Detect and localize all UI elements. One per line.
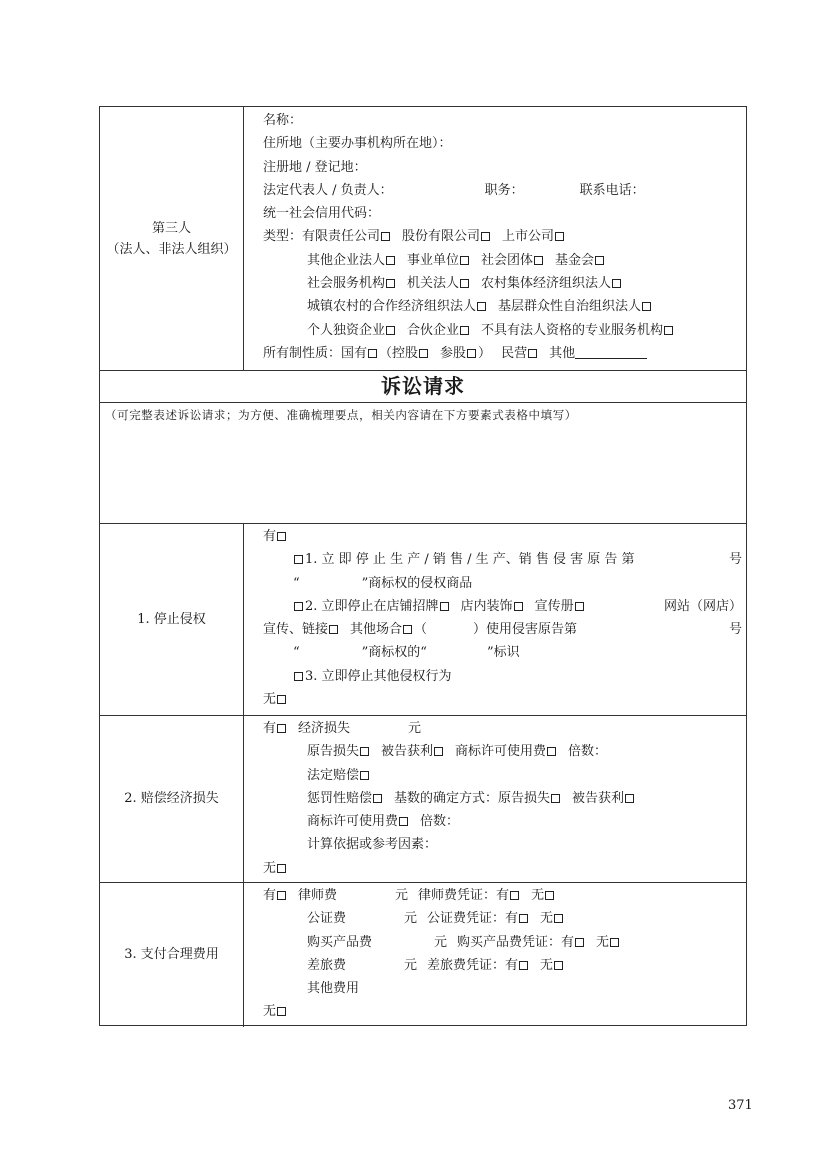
stop-no (263, 688, 742, 711)
stop-item-2-cont (263, 618, 742, 641)
third-party-label-title: 第三人 (151, 220, 191, 236)
checkbox[interactable] (329, 625, 338, 634)
checkbox[interactable] (519, 914, 528, 923)
type-option: 上市公司 (502, 229, 555, 245)
evidence-label: 购买产品费凭证：有 (457, 934, 575, 950)
checkbox[interactable] (554, 961, 563, 970)
checkbox[interactable] (642, 302, 651, 311)
yes-label: 有 (263, 529, 277, 544)
yuan-label: 元 (404, 957, 418, 973)
damages-punitive (263, 787, 740, 810)
stop-option: 宣传册 (534, 598, 574, 614)
yuan-label: 元 (408, 721, 422, 736)
checkbox[interactable] (534, 256, 543, 265)
checkbox[interactable] (294, 672, 303, 681)
representative-row (263, 179, 740, 202)
type-option: 城镇农村的合作经济组织法人 (307, 299, 477, 315)
registered-field[interactable]: 注册地 / 登记地： (263, 159, 367, 175)
checkbox[interactable] (547, 747, 556, 756)
stop-item-1-text: 1. 立 即 停 止 生 产 / 销 售 / 生 产、销 售 侵 害 原 告 第 (305, 552, 635, 568)
checkbox[interactable] (545, 891, 554, 900)
damages-yes (263, 717, 740, 740)
damage-option: 原告损失 (307, 744, 360, 760)
damage-option: 法定赔偿 (307, 767, 360, 783)
claims-title: 诉讼请求 (381, 374, 465, 398)
type-label: 类型： (263, 229, 303, 245)
expense-label: 购买产品费 (307, 934, 373, 950)
no-label: 无 (263, 1004, 277, 1020)
checkbox[interactable] (386, 326, 395, 335)
damages-label: 2. 赔偿经济损失 (124, 791, 219, 806)
checkbox[interactable] (460, 256, 469, 265)
checkbox[interactable] (625, 794, 634, 803)
expenses-no (263, 1000, 740, 1023)
no-label: 无 (263, 692, 277, 708)
no-label: 无 (540, 957, 554, 973)
no-label: 无 (531, 888, 545, 903)
damages-fields (263, 717, 740, 880)
claims-note: （可完整表述诉讼请求；为方便、准确梳理要点，相关内容请在下方要素式表格中填写） (105, 408, 577, 422)
checkbox[interactable] (434, 747, 443, 756)
stop-option: 其他场合 (350, 622, 403, 638)
phone-field[interactable]: 联系电话： (579, 182, 645, 198)
damages-statutory (263, 764, 740, 787)
type-option: 合伙企业 (407, 322, 460, 338)
checkbox[interactable] (294, 602, 303, 611)
stop-item-2 (263, 595, 742, 618)
yuan-label: 元 (404, 911, 418, 927)
checkbox[interactable] (373, 794, 382, 803)
checkbox[interactable] (294, 555, 303, 564)
paren: （ (414, 622, 428, 638)
checkbox[interactable] (381, 232, 390, 241)
expense-label: 公证费 (307, 911, 347, 927)
damages-row-2 (263, 740, 740, 763)
type-option: 社会服务机构 (307, 276, 386, 292)
checkbox[interactable] (551, 794, 560, 803)
representative-field[interactable]: 法定代表人 / 负责人： (263, 182, 393, 198)
damages-no (263, 857, 740, 880)
stop-item-1-cont-text: ”商标权的侵权商品 (361, 575, 473, 591)
damage-option: 被告获利 (381, 744, 434, 760)
damage-option: 商标许可使用费 (455, 744, 547, 760)
checkbox[interactable] (510, 891, 519, 900)
address-field[interactable]: 住所地（主要办事机构所在地）： (263, 136, 452, 152)
damage-option: 被告获利 (572, 790, 625, 806)
stop-item-1-suffix: 号 (728, 552, 742, 568)
type-option: 机关法人 (407, 276, 460, 292)
no-label: 无 (263, 860, 277, 876)
name-field[interactable]: 名称： (263, 113, 303, 128)
base-method-label: 基数的确定方式：原告损失 (394, 790, 551, 806)
ownership-option: 其他 (549, 345, 576, 361)
expense-product (263, 931, 740, 954)
evidence-label: 公证费凭证：有 (427, 911, 519, 927)
stop-fields (263, 525, 742, 711)
ownership-row (263, 342, 740, 365)
quote-open: “ (293, 575, 300, 591)
expense-lawyer (263, 884, 740, 907)
stop-item-1 (263, 548, 742, 571)
type-option: 其他企业法人 (307, 252, 386, 268)
expense-other[interactable]: 其他费用 (307, 981, 360, 997)
checkbox[interactable] (399, 817, 408, 826)
checkbox[interactable] (360, 771, 369, 780)
stop-item-2-cont-text: ）使用侵害原告第 (473, 622, 578, 638)
checkbox[interactable] (460, 326, 469, 335)
stop-yes (263, 525, 742, 548)
checkbox[interactable] (277, 695, 286, 704)
checkbox[interactable] (460, 279, 469, 288)
type-row-5 (263, 319, 740, 342)
type-option: 个人独资企业 (307, 322, 386, 338)
expense-label: 差旅费 (307, 957, 347, 973)
multiple-label: 倍数： (420, 814, 460, 830)
checkbox[interactable] (554, 914, 563, 923)
type-option: 事业单位 (407, 252, 460, 268)
type-option: 不具有法人资格的专业服务机构 (481, 322, 664, 338)
checkbox[interactable] (612, 279, 621, 288)
checkbox[interactable] (514, 602, 523, 611)
no-label: 无 (540, 911, 554, 927)
stop-item-3 (263, 665, 742, 688)
stop-item-2-cont-2 (263, 641, 742, 664)
page-number: 371 (728, 1098, 753, 1113)
type-option: 有限责任公司 (302, 229, 381, 245)
checkbox[interactable] (277, 724, 286, 733)
row-divider (100, 402, 746, 403)
ownership-option: 民营 (501, 345, 528, 361)
checkbox[interactable] (277, 864, 286, 873)
type-row-4 (263, 295, 740, 318)
expenses-label: 3. 支付合理费用 (124, 947, 219, 962)
stop-label: 1. 停止侵权 (137, 611, 206, 627)
yuan-label: 元 (434, 934, 448, 950)
stop-option: 网站（网店） (663, 598, 742, 614)
checkbox[interactable] (575, 938, 584, 947)
expenses-fields (263, 884, 740, 1024)
expense-travel (263, 954, 740, 977)
type-option: 基层群众性自治组织法人 (498, 299, 642, 315)
third-party-label-subtitle: （法人、非法人组织） (106, 241, 237, 257)
third-party-label (100, 107, 243, 370)
checkbox[interactable] (555, 232, 564, 241)
no-label: 无 (596, 934, 610, 950)
type-row-3 (263, 272, 740, 295)
ownership-paren: ） (478, 345, 492, 361)
type-option: 基金会 (555, 252, 595, 268)
yes-label: 有 (263, 721, 277, 736)
stop-item-2-text: 2. 立即停止在店铺招牌 (305, 598, 439, 614)
expense-label: 律师费 (298, 888, 338, 903)
stop-item-1-cont (263, 572, 742, 595)
evidence-label: 律师费凭证：有 (418, 888, 510, 903)
stop-item-2-suffix: 号 (728, 622, 742, 638)
checkbox[interactable] (575, 602, 584, 611)
evidence-label: 差旅费凭证：有 (427, 957, 519, 973)
damage-option: 商标许可使用费 (307, 814, 399, 830)
checkbox[interactable] (664, 326, 673, 335)
type-row-1 (263, 225, 740, 248)
ownership-option: 参股 (440, 345, 467, 361)
stop-text: ”商标权的“ (361, 645, 427, 661)
multiple-label: 倍数： (568, 744, 608, 760)
checkbox[interactable] (277, 891, 286, 900)
damages-license (263, 810, 740, 833)
checkbox[interactable] (481, 232, 490, 241)
damages-basis[interactable]: 计算依据或参考因素： (307, 837, 438, 853)
other-blank[interactable] (575, 346, 647, 359)
damage-option: 惩罚性赔偿 (307, 790, 373, 806)
checkbox[interactable] (386, 256, 395, 265)
stop-item-3-text: 3. 立即停止其他侵权行为 (305, 668, 452, 684)
complaint-form-table (99, 106, 747, 1026)
checkbox[interactable] (440, 602, 449, 611)
checkbox[interactable] (477, 302, 486, 311)
checkbox[interactable] (467, 349, 476, 358)
stop-option: 店内装饰 (460, 598, 513, 614)
checkbox[interactable] (519, 961, 528, 970)
checkbox[interactable] (595, 256, 604, 265)
stop-text: ”标识 (486, 645, 520, 661)
checkbox[interactable] (528, 349, 537, 358)
type-option: 农村集体经济组织法人 (481, 276, 612, 292)
type-option: 股份有限公司 (402, 229, 481, 245)
econ-loss-label: 经济损失 (298, 721, 351, 736)
checkbox[interactable] (277, 1007, 286, 1016)
checkbox[interactable] (419, 349, 428, 358)
checkbox[interactable] (386, 279, 395, 288)
column-divider (243, 523, 244, 1027)
checkbox[interactable] (277, 532, 286, 541)
checkbox[interactable] (403, 625, 412, 634)
expense-notary (263, 907, 740, 930)
checkbox[interactable] (610, 938, 619, 947)
stop-option: 宣传、链接 (263, 622, 329, 638)
column-divider (243, 107, 244, 370)
position-field[interactable]: 职务： (484, 182, 524, 198)
checkbox[interactable] (368, 349, 377, 358)
yes-label: 有 (263, 888, 277, 903)
type-row-2 (263, 249, 740, 272)
credit-code-field[interactable]: 统一社会信用代码： (263, 206, 381, 222)
quote-open: “ (293, 645, 300, 661)
checkbox[interactable] (360, 747, 369, 756)
ownership-label: 所有制性质：国有 (263, 345, 368, 361)
yuan-label: 元 (395, 888, 409, 903)
ownership-option: （控股 (379, 345, 419, 361)
third-party-fields (263, 109, 740, 365)
type-option: 社会团体 (481, 252, 534, 268)
